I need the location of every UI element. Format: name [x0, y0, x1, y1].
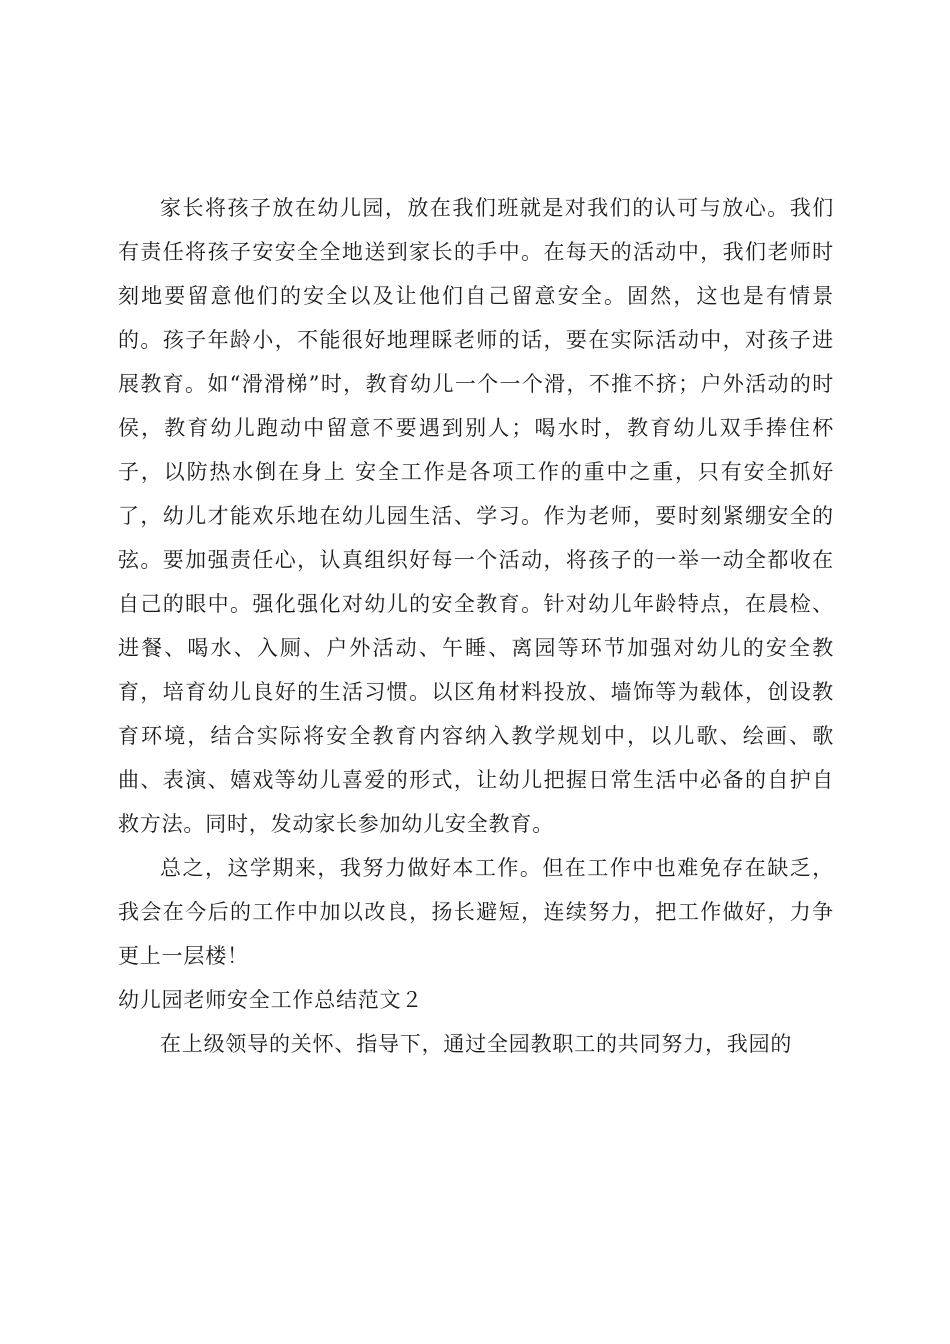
- paragraph-summary: 总之，这学期来，我努力做好本工作。但在工作中也难免存在缺乏，我会在今后的工作中加以改良，扬长避短，连续努力，把工作做好，力争更上一层楼！: [118, 856, 834, 968]
- paragraph-safety: 家长将孩子放在幼儿园，放在我们班就是对我们的认可与放心。我们有责任将孩子安安全全地送到家长的手中。在每天的活动中，我们老师时刻地要留意他们的安全以及让他们自己留意安全。固然，这也是有情景的。孩子年龄小，不能很好地理睬老师的话，要在实际活动中，对孩子进展教育。如“滑滑梯”时，教育幼儿一个一个滑，不推不挤；户外活动的时侯，教育幼儿跑动中留意不要遇到别人；喝水时，教育幼儿双手捧住杯子，以防热水倒在身上 安全工作是各项工作的重中之重，只有安全抓好了，幼儿才能欢乐地在幼儿园生活、学习。作为老师，要时刻紧绷安全的弦。要加强责任心，认真组织好每一个活动，将孩子的一举一动全都收在自己的眼中。强化强化对幼儿的安全教育。针对幼儿年龄特点，在晨检、进餐、喝水、入厕、户外活动、午睡、离园等环节加强对幼儿的安全教育，培育幼儿良好的生活习惯。以区角材料投放、墙饰等为载体，创设教育环境，结合实际将安全教育内容纳入教学规划中，以儿歌、绘画、歌曲、表演、嬉戏等幼儿喜爱的形式，让幼儿把握日常生活中必备的自护自救方法。同时，发动家长参加幼儿安全教育。: [118, 196, 834, 836]
- paragraph-intro: 在上级领导的关怀、指导下，通过全园教职工的共同努力，我园的: [160, 1032, 793, 1056]
- document-body: [118, 186, 834, 1066]
- section-heading: 幼儿园老师安全工作总结范文２: [118, 988, 424, 1012]
